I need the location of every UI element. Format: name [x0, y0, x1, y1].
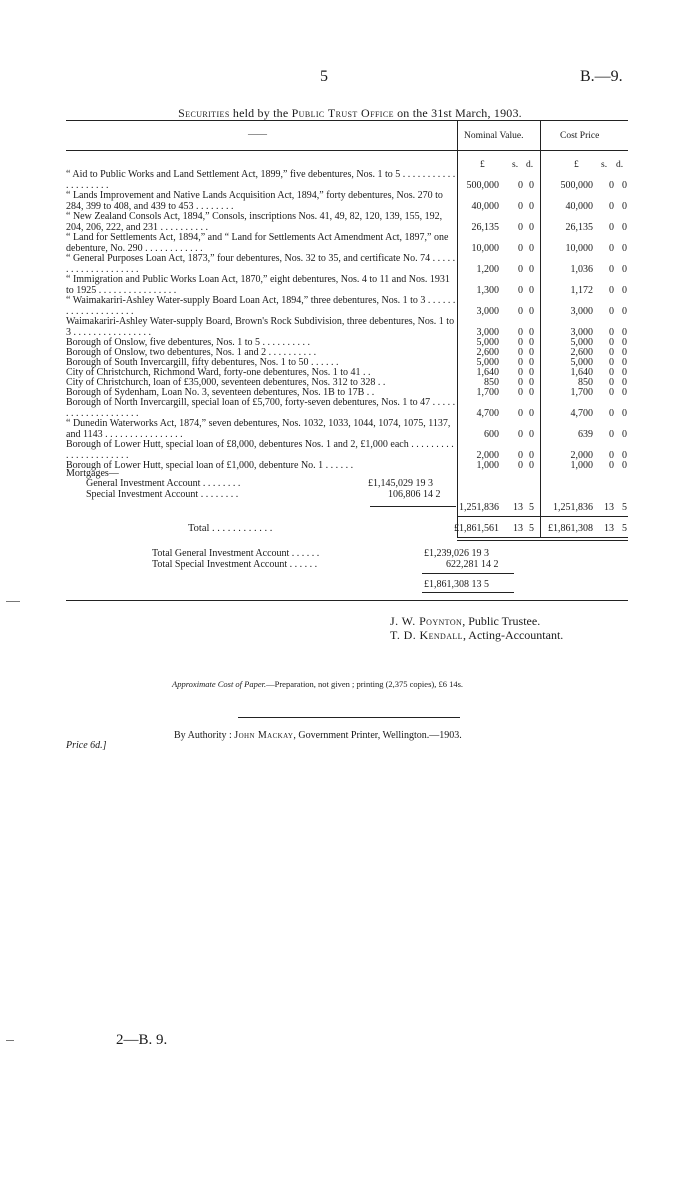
nominal-pence: 0 — [529, 337, 534, 348]
security-description-text: “ Waimakariri-Ashley Water-supply Board Loan Act, 1894,” three debentures, Nos. 1 to 3 . . . . . . . . . . . . . . . . . . . . — [66, 295, 456, 317]
total-double-rule-2 — [457, 540, 628, 541]
cost-pounds: 40,000 — [565, 201, 593, 212]
document-reference: B.—9. — [580, 68, 623, 85]
cost-price-header: Cost Price — [560, 131, 600, 141]
nominal-pounds: 600 — [484, 429, 499, 440]
summary-special-label: Total Special Investment Account . . . . . . — [152, 559, 318, 570]
cost-pence: 0 — [622, 180, 627, 191]
cost-pence: 0 — [622, 285, 627, 296]
nominal-pence-head: d. — [526, 160, 534, 170]
security-description-text: “ Dunedin Waterworks Act, 1874,” seven debentures, Nos. 1032, 1033, 1044, 1074, 1075, 1137, and 1143 . . . . . . . . . . . . . . . . — [66, 418, 451, 440]
security-description-text: Borough of North Invercargill, special loan of £5,700, forty-seven debentures, Nos. 1 to 47 . . . . . . . . . . . . . . . . . . . . — [66, 397, 456, 419]
cost-pounds: 5,000 — [570, 337, 593, 348]
nominal-pounds: 5,000 — [476, 337, 499, 348]
cost-pounds: 3,000 — [570, 327, 593, 338]
table-top-rule — [66, 120, 628, 121]
security-description-text: City of Christchurch, loan of £35,000, seventeen debentures, Nos. 312 to 328 . . — [66, 377, 386, 388]
security-description-text: Borough of Lower Hutt, special loan of £8,000, debentures Nos. 1 and 2, £1,000 each . . . . . . . . . . . . . . . . . . . . . . — [66, 439, 454, 461]
cost-shillings: 0 — [609, 367, 614, 378]
cost-pounds: 1,700 — [570, 387, 593, 398]
summary-general-amount: £1,239,026 19 3 — [424, 548, 489, 559]
nominal-pence: 0 — [529, 429, 534, 440]
table-title — [0, 106, 700, 121]
table-bottom-rule — [66, 600, 628, 601]
nominal-pounds: 3,000 — [476, 306, 499, 317]
nominal-pounds: 2,000 — [476, 450, 499, 461]
cost-pence: 0 — [622, 243, 627, 254]
cost-pounds: 5,000 — [570, 357, 593, 368]
cost-shillings: 0 — [609, 222, 614, 233]
nominal-pounds: 1,000 — [476, 460, 499, 471]
paper-cost-detail: —Preparation, not given ; printing (2,375 copies), £6 14s. — [266, 679, 464, 689]
signatory-name: J. W. Poynton — [390, 614, 463, 628]
nominal-value-header: Nominal Value. — [464, 131, 524, 141]
total-cost-pence: 5 — [622, 523, 627, 534]
authority-suffix: , Government Printer, Wellington.—1903. — [293, 730, 462, 741]
cost-pence: 0 — [622, 337, 627, 348]
description-column-header: —— — [248, 130, 267, 140]
security-description-text: “ New Zealand Consols Act, 1894,” Consols, inscriptions Nos. 41, 49, 82, 120, 139, 155, 192, 204, 206, 222, and 231 . . . . . . . . . . — [66, 211, 443, 233]
cost-pence: 0 — [622, 222, 627, 233]
nominal-pence: 0 — [529, 450, 534, 461]
cost-pounds: 2,600 — [570, 347, 593, 358]
security-description-text: Borough of Onslow, two debentures, Nos. 1 and 2 . . . . . . . . . . — [66, 347, 317, 358]
nominal-shillings: 0 — [518, 285, 523, 296]
nominal-pounds: 40,000 — [471, 201, 499, 212]
printer-authority — [174, 730, 462, 741]
signature-public-trustee — [390, 614, 540, 629]
cost-pounds: 1,172 — [570, 285, 593, 296]
security-description — [66, 275, 456, 296]
nominal-pounds: 26,135 — [471, 222, 499, 233]
cost-pounds: 2,000 — [570, 450, 593, 461]
signatory-role: , Acting-Accountant. — [462, 628, 564, 642]
nominal-shillings: 0 — [518, 180, 523, 191]
cost-pounds: 4,700 — [570, 408, 593, 419]
nominal-pence: 0 — [529, 264, 534, 275]
nominal-pounds: 1,700 — [476, 387, 499, 398]
security-description — [66, 296, 456, 317]
security-description-text: Waimakariri-Ashley Water-supply Board, Brown's Rock Subdivision, three debentures, Nos. 1 to 3 . . . . . . . . . . . . . . . . — [66, 316, 455, 338]
paper-cost-note — [172, 679, 463, 689]
cost-pence: 0 — [622, 460, 627, 471]
security-description-text: “ General Purposes Loan Act, 1873,” four debentures, Nos. 32 to 35, and certificate No. 74 . . . . . . . . . . . . . . . . . . . . — [66, 253, 456, 275]
nominal-pence: 0 — [529, 387, 534, 398]
nominal-pence: 0 — [529, 306, 534, 317]
nominal-pounds: 850 — [484, 377, 499, 388]
security-description — [66, 440, 456, 461]
nominal-pence: 0 — [529, 408, 534, 419]
cost-shillings: 0 — [609, 264, 614, 275]
summary-rule-1 — [422, 573, 514, 574]
authority-prefix: By Authority : — [174, 730, 235, 741]
title-mid: held by the — [229, 106, 292, 120]
total-label: Total . . . . . . . . . . . . — [188, 523, 273, 534]
sheet-signature: 2—B. 9. — [116, 1032, 168, 1048]
title-org: Public Trust Office — [291, 106, 394, 120]
signatory-name: T. D. Kendall — [390, 628, 463, 642]
nominal-shillings: 0 — [518, 450, 523, 461]
cost-shillings-head: s. — [601, 160, 608, 170]
nominal-shillings: 0 — [518, 264, 523, 275]
cost-pence: 0 — [622, 450, 627, 461]
cost-shillings: 0 — [609, 285, 614, 296]
security-description — [66, 398, 456, 419]
nominal-shillings: 0 — [518, 201, 523, 212]
mortgage-nominal-pounds: 1,251,836 — [459, 502, 499, 513]
cost-shillings: 0 — [609, 429, 614, 440]
cost-pounds: 1,036 — [570, 264, 593, 275]
cost-pence: 0 — [622, 327, 627, 338]
cost-pence: 0 — [622, 201, 627, 212]
nominal-shillings: 0 — [518, 429, 523, 440]
total-nominal-pence: 5 — [529, 523, 534, 534]
summary-total-amount: £1,861,308 13 5 — [424, 579, 489, 590]
total-cost-shillings: 13 — [604, 523, 614, 534]
title-suffix: on the 31st March, 1903. — [393, 106, 522, 120]
price-note: Price 6d.] — [66, 740, 107, 751]
nominal-shillings: 0 — [518, 377, 523, 388]
nominal-pence: 0 — [529, 180, 534, 191]
summary-rule-2 — [422, 592, 514, 593]
security-description-text: Borough of South Invercargill, fifty debentures, Nos. 1 to 50 . . . . . . — [66, 357, 339, 368]
mortgage-subtotal-rule — [370, 506, 456, 507]
nominal-pounds: 1,200 — [476, 264, 499, 275]
column-divider-1 — [457, 120, 458, 538]
mortgage-cost-shillings: 13 — [604, 502, 614, 513]
cost-pence: 0 — [622, 264, 627, 275]
nominal-shillings: 0 — [518, 337, 523, 348]
mortgage-cost-pence: 5 — [622, 502, 627, 513]
nominal-shillings-head: s. — [512, 160, 519, 170]
nominal-pence: 0 — [529, 367, 534, 378]
cost-shillings: 0 — [609, 243, 614, 254]
nominal-shillings: 0 — [518, 327, 523, 338]
nominal-shillings: 0 — [518, 357, 523, 368]
signatory-role: , Public Trustee. — [462, 614, 541, 628]
cost-shillings: 0 — [609, 450, 614, 461]
total-nominal-shillings: 13 — [513, 523, 523, 534]
nominal-pence: 0 — [529, 243, 534, 254]
mortgage-nominal-pence: 5 — [529, 502, 534, 513]
nominal-pence: 0 — [529, 357, 534, 368]
margin-mark — [6, 601, 20, 602]
nominal-shillings: 0 — [518, 243, 523, 254]
title-prefix: Securities — [178, 106, 230, 120]
security-description-text: “ Aid to Public Works and Land Settlement Act, 1899,” five debentures, Nos. 1 to 5 . . . . . . . . . . . . . . . . . . . . — [66, 169, 456, 191]
authority-rule — [238, 717, 460, 718]
nominal-pence: 0 — [529, 285, 534, 296]
cost-shillings: 0 — [609, 377, 614, 388]
security-description — [66, 191, 456, 212]
nominal-pounds: 500,000 — [466, 180, 499, 191]
cost-pence: 0 — [622, 347, 627, 358]
cost-pounds-head: £ — [574, 160, 579, 170]
cost-pounds: 1,000 — [570, 460, 593, 471]
nominal-pence: 0 — [529, 377, 534, 388]
nominal-shillings: 0 — [518, 222, 523, 233]
cost-shillings: 0 — [609, 408, 614, 419]
security-description — [66, 170, 456, 191]
mortgage-special-label: Special Investment Account . . . . . . . . — [86, 489, 239, 500]
security-description — [66, 461, 456, 471]
security-description-text: “ Immigration and Public Works Loan Act, 1870,” eight debentures, Nos. 4 to 11 and Nos. 1931 to 1925 . . . . . . . . . . . . . . . . — [66, 274, 450, 296]
nominal-pounds-head: £ — [480, 160, 485, 170]
nominal-shillings: 0 — [518, 347, 523, 358]
nominal-shillings: 0 — [518, 367, 523, 378]
cost-pounds: 1,640 — [570, 367, 593, 378]
cost-pounds: 850 — [578, 377, 593, 388]
cost-pounds: 26,135 — [565, 222, 593, 233]
nominal-shillings: 0 — [518, 460, 523, 471]
nominal-pounds: 5,000 — [476, 357, 499, 368]
subtotal-rule — [457, 516, 628, 517]
nominal-pence: 0 — [529, 222, 534, 233]
cost-shillings: 0 — [609, 337, 614, 348]
cost-pounds: 500,000 — [560, 180, 593, 191]
cost-pence: 0 — [622, 408, 627, 419]
security-description — [66, 317, 456, 338]
nominal-pounds: 4,700 — [476, 408, 499, 419]
security-description — [66, 254, 456, 275]
cost-shillings: 0 — [609, 201, 614, 212]
cost-pence: 0 — [622, 367, 627, 378]
security-description-text: “ Land for Settlements Act, 1894,” and “ Land for Settlements Act Amendment Act, 1897,” one debenture, No. 290 . . . . . . . . . . . . — [66, 232, 449, 254]
printer-name: John Mackay — [234, 730, 294, 741]
cost-shillings: 0 — [609, 306, 614, 317]
nominal-pounds: 3,000 — [476, 327, 499, 338]
cost-shillings: 0 — [609, 180, 614, 191]
cost-shillings: 0 — [609, 347, 614, 358]
summary-special-amount: 622,281 14 2 — [446, 559, 499, 570]
table-header-rule — [66, 150, 628, 151]
page-number: 5 — [320, 68, 328, 85]
nominal-pounds: 2,600 — [476, 347, 499, 358]
security-description — [66, 212, 456, 233]
mortgage-cost-pounds: 1,251,836 — [553, 502, 593, 513]
nominal-pounds: 1,640 — [476, 367, 499, 378]
mortgage-special-amount: 106,806 14 2 — [388, 489, 441, 500]
security-description — [66, 233, 456, 254]
cost-pence: 0 — [622, 387, 627, 398]
nominal-pence: 0 — [529, 347, 534, 358]
cost-shillings: 0 — [609, 387, 614, 398]
security-description — [66, 419, 456, 440]
cost-pounds: 639 — [578, 429, 593, 440]
nominal-pounds: 10,000 — [471, 243, 499, 254]
mortgage-nominal-shillings: 13 — [513, 502, 523, 513]
column-divider-2 — [540, 120, 541, 538]
nominal-shillings: 0 — [518, 387, 523, 398]
cost-shillings: 0 — [609, 460, 614, 471]
nominal-pence: 0 — [529, 460, 534, 471]
cost-pence: 0 — [622, 306, 627, 317]
cost-pence: 0 — [622, 429, 627, 440]
paper-cost-label: Approximate Cost of Paper. — [172, 679, 267, 689]
nominal-shillings: 0 — [518, 408, 523, 419]
cost-pence: 0 — [622, 377, 627, 388]
mortgage-general-label: General Investment Account . . . . . . . . — [86, 478, 241, 489]
nominal-pounds: 1,300 — [476, 285, 499, 296]
cost-shillings: 0 — [609, 357, 614, 368]
cost-pounds: 3,000 — [570, 306, 593, 317]
mortgage-general-amount: £1,145,029 19 3 — [368, 478, 433, 489]
cost-pence-head: d. — [616, 160, 624, 170]
margin-mark — [6, 1040, 14, 1041]
mortgages-label: Mortgages— — [66, 468, 119, 479]
cost-shillings: 0 — [609, 327, 614, 338]
nominal-pence: 0 — [529, 327, 534, 338]
cost-pence: 0 — [622, 357, 627, 368]
total-double-rule-1 — [457, 537, 628, 538]
summary-general-label: Total General Investment Account . . . . . . — [152, 548, 320, 559]
security-description-text: Borough of Sydenham, Loan No. 3, seventeen debentures, Nos. 1B to 17B . . — [66, 387, 375, 398]
security-description-text: City of Christchurch, Richmond Ward, forty-one debentures, Nos. 1 to 41 . . — [66, 367, 371, 378]
security-description-text: Borough of Onslow, five debentures, Nos. 1 to 5 . . . . . . . . . . — [66, 337, 311, 348]
security-description-text: Borough of Lower Hutt, special loan of £1,000, debenture No. 1 . . . . . . — [66, 460, 354, 471]
nominal-pence: 0 — [529, 201, 534, 212]
security-description-text: “ Lands Improvement and Native Lands Acquisition Act, 1894,” forty debentures, Nos. 270 to 284, 399 to 408, and 439 to 453 . . . . . . . . — [66, 190, 443, 212]
nominal-shillings: 0 — [518, 306, 523, 317]
signature-acting-accountant — [390, 628, 563, 643]
total-nominal-pounds: £1,861,561 — [454, 523, 499, 534]
total-cost-pounds: £1,861,308 — [548, 523, 593, 534]
cost-pounds: 10,000 — [565, 243, 593, 254]
